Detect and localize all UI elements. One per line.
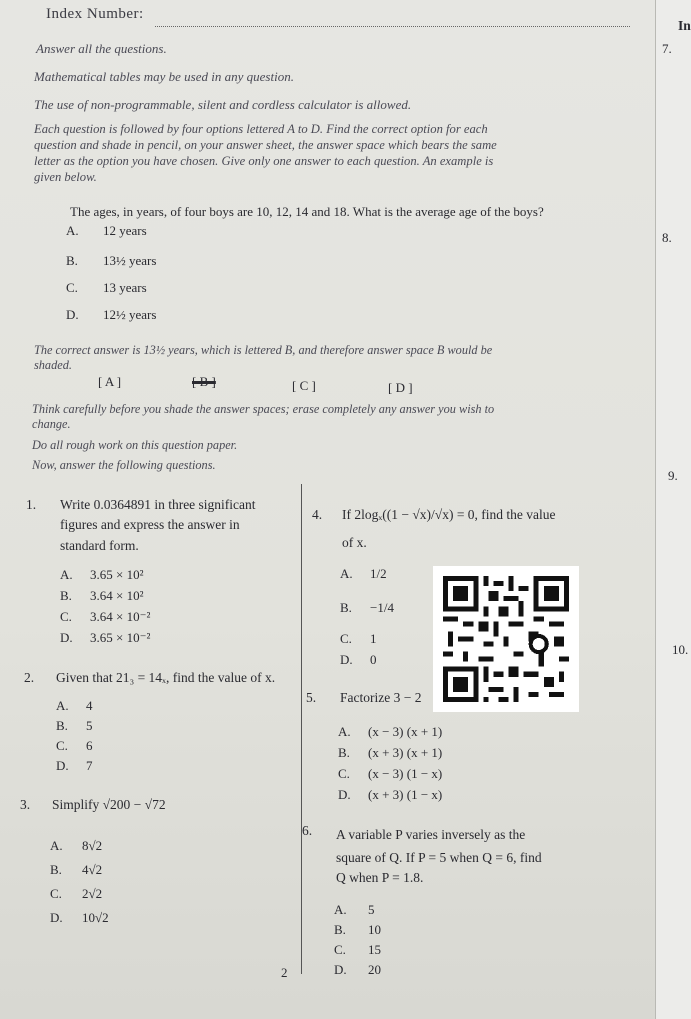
q4-option-d-letter: D. (340, 652, 353, 667)
q5-option-c-letter: C. (338, 766, 350, 781)
q1-option-d-letter: D. (60, 630, 73, 645)
example-option-a: 12 years (103, 223, 147, 238)
instruction-4c: letter as the option you have chosen. Give only one answer to each question. An example is (34, 154, 494, 168)
q6-text-line1: A variable P varies inversely as the (336, 827, 526, 842)
q6-option-b-letter: B. (334, 922, 346, 937)
think-line2: change. (32, 417, 71, 431)
answer-space-d: [ D ] (388, 380, 413, 395)
example-option-d: 12½ years (103, 307, 157, 322)
q2-option-c: 6 (86, 738, 93, 753)
now-answer-note: Now, answer the following questions. (32, 458, 216, 472)
q5-option-d-letter: D. (338, 787, 351, 802)
rough-work-note: Do all rough work on this question paper. (32, 438, 238, 452)
q1-text-line3: standard form. (60, 538, 139, 553)
q6-option-c-letter: C. (334, 942, 346, 957)
q4-option-d: 0 (370, 652, 377, 667)
answer-space-b-shaded: [ B ] (192, 374, 216, 389)
q3-number: 3. (20, 797, 31, 812)
q3-option-a: 8√2 (82, 838, 103, 853)
example-option-b: 13½ years (103, 253, 157, 268)
q3-option-a-letter: A. (50, 838, 63, 853)
q4-text-line1: If 2logₓ((1 − √x)/√x) = 0, find the value (342, 507, 556, 522)
q2-option-d-letter: D. (56, 758, 69, 773)
page-number: 2 (281, 965, 288, 980)
q3-option-b: 4√2 (82, 862, 103, 877)
q5-text: Factorize 3 − 2 (340, 690, 422, 705)
q6-option-a-letter: A. (334, 902, 347, 917)
q5-option-a: (x − 3) (x + 1) (368, 724, 443, 739)
q2-option-d: 7 (86, 758, 93, 773)
q6-option-d-letter: D. (334, 962, 347, 977)
q3-option-b-letter: B. (50, 862, 62, 877)
q4-option-a-letter: A. (340, 566, 353, 581)
q6-option-d: 20 (368, 962, 381, 977)
q3-option-c-letter: C. (50, 886, 62, 901)
q1-option-d: 3.65 × 10⁻² (90, 630, 151, 645)
next-page-header: In (678, 18, 691, 33)
q1-text-line2: figures and express the answer in (60, 517, 240, 532)
q6-option-c: 15 (368, 942, 381, 957)
answer-space-c: [ C ] (292, 378, 316, 393)
q2-text: Given that 21₃ = 14ₓ, find the value of x. (56, 670, 276, 685)
next-page-q8: 8. (662, 230, 672, 245)
example-option-a-letter: A. (66, 223, 79, 238)
q4-option-a: 1/2 (370, 566, 387, 581)
q1-option-a: 3.65 × 10² (90, 567, 144, 582)
q1-text-line1: Write 0.0364891 in three significant (60, 497, 256, 512)
q2-option-a-letter: A. (56, 698, 69, 713)
q3-option-d: 10√2 (82, 910, 109, 925)
example-answer-line2: shaded. (34, 358, 72, 372)
next-page-strip (655, 0, 691, 1019)
q2-option-b: 5 (86, 718, 93, 733)
qr-code-image (433, 566, 579, 712)
q5-option-b: (x + 3) (x + 1) (368, 745, 443, 760)
next-page-q10: 10. (672, 642, 689, 657)
index-number-line (155, 26, 630, 27)
q4-number: 4. (312, 507, 323, 522)
q6-option-a: 5 (368, 902, 375, 917)
example-answer-line1: The correct answer is 13½ years, which is lettered B, and therefore answer space B would be (34, 343, 493, 357)
q1-option-c-letter: C. (60, 609, 72, 624)
index-number-label: Index Number: (46, 6, 144, 22)
q3-text: Simplify √200 − √72 (52, 797, 166, 812)
column-divider (301, 484, 302, 974)
q6-text-line2: square of Q. If P = 5 when Q = 6, find (336, 850, 542, 865)
q4-option-b-letter: B. (340, 600, 352, 615)
instruction-4b: question and shade in pencil, on your answer sheet, the answer space which bears the same (34, 138, 497, 152)
next-page-q9: 9. (668, 468, 678, 483)
example-option-d-letter: D. (66, 307, 79, 322)
next-page-q7: 7. (662, 41, 672, 56)
q1-option-a-letter: A. (60, 567, 73, 582)
q4-option-c-letter: C. (340, 631, 352, 646)
q5-option-d: (x + 3) (1 − x) (368, 787, 443, 802)
example-question: The ages, in years, of four boys are 10, 12, 14 and 18. What is the average age of the boys? (70, 204, 544, 219)
q5-option-a-letter: A. (338, 724, 351, 739)
q5-option-b-letter: B. (338, 745, 350, 760)
q4-text-line2: of x. (342, 535, 367, 550)
answer-space-a: [ A ] (98, 374, 122, 389)
q2-number: 2. (24, 670, 35, 685)
q5-option-c: (x − 3) (1 − x) (368, 766, 443, 781)
q4-option-c: 1 (370, 631, 377, 646)
instruction-3: The use of non-programmable, silent and cordless calculator is allowed. (34, 97, 412, 112)
q3-option-d-letter: D. (50, 910, 63, 925)
q6-text-line3: Q when P = 1.8. (336, 870, 424, 885)
q1-option-b-letter: B. (60, 588, 72, 603)
q1-number: 1. (26, 497, 37, 512)
instruction-4a: Each question is followed by four options lettered A to D. Find the correct option for each (34, 122, 488, 136)
q2-option-a: 4 (86, 698, 93, 713)
q3-option-c: 2√2 (82, 886, 103, 901)
q6-option-b: 10 (368, 922, 381, 937)
q5-number: 5. (306, 690, 317, 705)
instruction-4d: given below. (34, 170, 97, 184)
example-option-c-letter: C. (66, 280, 78, 295)
q2-option-b-letter: B. (56, 718, 68, 733)
q1-option-b: 3.64 × 10² (90, 588, 144, 603)
example-option-b-letter: B. (66, 253, 78, 268)
q2-option-c-letter: C. (56, 738, 68, 753)
think-line1: Think carefully before you shade the answer spaces; erase completely any answer you wish to (32, 402, 495, 416)
instruction-1: Answer all the questions. (36, 41, 167, 56)
example-option-c: 13 years (103, 280, 147, 295)
q1-option-c: 3.64 × 10⁻² (90, 609, 151, 624)
q6-number: 6. (302, 823, 313, 838)
q4-option-b: −1/4 (370, 600, 394, 615)
instruction-2: Mathematical tables may be used in any question. (34, 69, 294, 84)
